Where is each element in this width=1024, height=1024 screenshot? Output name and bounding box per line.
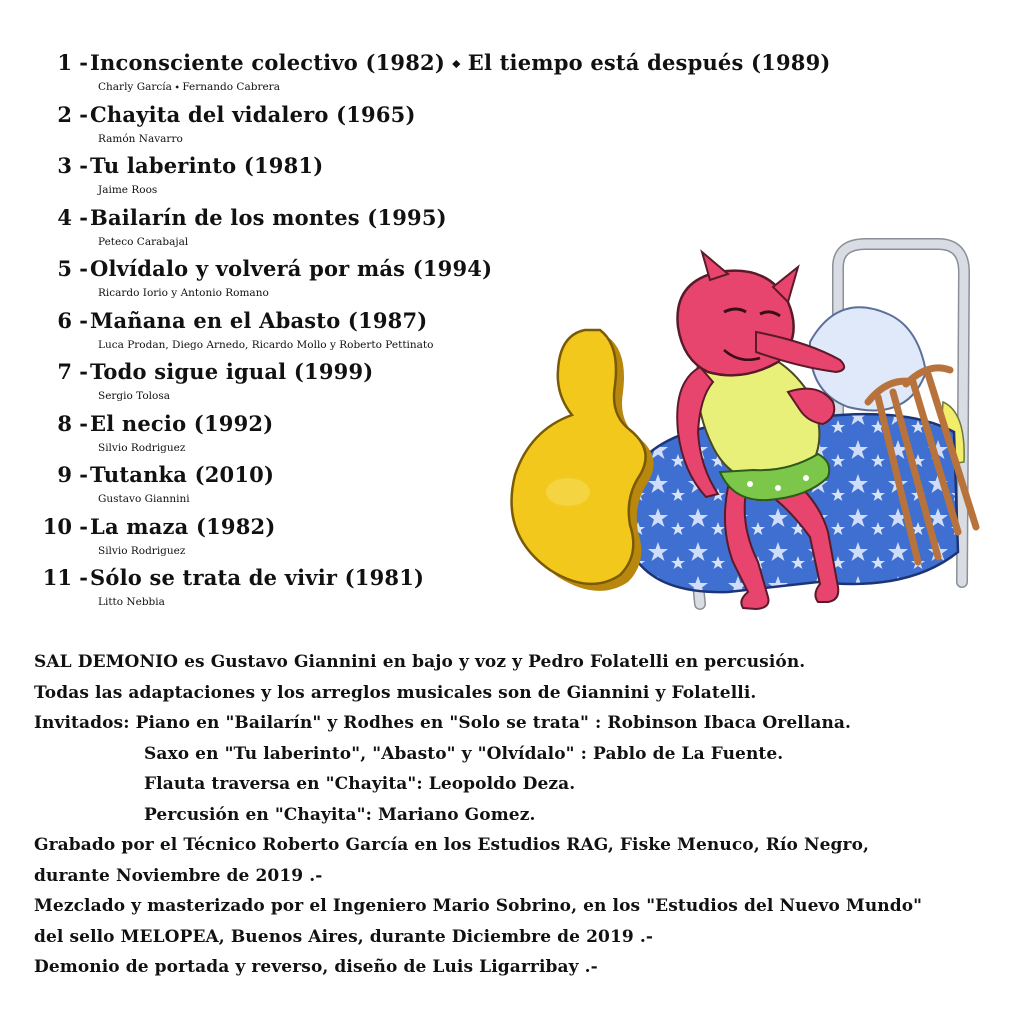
track-number: 9 -	[57, 462, 88, 487]
track-title: El necio (1992)	[90, 410, 274, 436]
track-authors: Silvio Rodriguez	[98, 441, 186, 454]
track-number: 7 -	[57, 359, 88, 384]
track-number: 8 -	[57, 410, 88, 436]
track-authors: Luca Prodan, Diego Arnedo, Ricardo Mollo y Roberto Pettinato	[98, 338, 434, 351]
track-title: Sólo se trata de vivir (1981)	[90, 565, 425, 590]
track-item	[28, 50, 831, 102]
credit-line: SAL DEMONIO es Gustavo Giannini en bajo y voz y Pedro Folatelli en percusión.	[34, 652, 806, 672]
credit-line: Demonio de portada y reverso, diseño de Luis Ligarribay .-	[34, 957, 598, 977]
track-title: La maza (1982)	[90, 513, 276, 539]
track-authors: Charly García ⬩ Fernando Cabrera	[98, 81, 280, 93]
track-authors: Gustavo Giannini	[98, 493, 190, 505]
credit-line: Mezclado y masterizado por el Ingeniero Mario Sobrino, en los "Estudios del Nuevo Mundo"	[34, 896, 923, 916]
track-number: 10 -	[42, 513, 88, 539]
track-item	[28, 102, 788, 154]
track-authors: Litto Nebbia	[98, 596, 165, 608]
track-authors: Jaime Roos	[98, 184, 158, 196]
credit-line: Grabado por el Técnico Roberto García en los Estudios RAG, Fiske Menuco, Río Negro,	[34, 835, 870, 855]
track-number: 6 -	[57, 307, 88, 333]
track-item	[28, 153, 788, 205]
credit-line: Todas las adaptaciones y los arreglos musicales son de Giannini y Folatelli.	[34, 682, 757, 703]
credit-line: Saxo en "Tu laberinto", "Abasto" y "Olvídalo" : Pablo de La Fuente.	[144, 743, 784, 764]
credit-line: Invitados: Piano en "Bailarín" y Rodhes en "Solo se trata" : Robinson Ibaca Orellana.	[34, 713, 852, 733]
track-title: Bailarín de los montes (1995)	[90, 204, 447, 230]
track-authors: Ramón Navarro	[98, 132, 183, 145]
track-authors: Silvio Rodriguez	[98, 544, 186, 557]
track-title: Olvídalo y volverá por más (1994)	[90, 256, 493, 281]
track-number: 3 -	[57, 153, 88, 178]
demon-illustration	[488, 232, 988, 622]
track-number: 1 -	[57, 50, 88, 75]
track-title: Inconsciente colectivo (1982) ⬩ El tiempo está después (1989)	[90, 50, 831, 75]
credit-line: Percusión en "Chayita": Mariano Gomez.	[144, 804, 536, 825]
track-number: 11 -	[42, 565, 88, 590]
track-title: Tutanka (2010)	[90, 462, 275, 487]
track-number: 4 -	[57, 204, 88, 230]
track-authors: Ricardo Iorio y Antonio Romano	[98, 287, 269, 299]
track-authors: Sergio Tolosa	[98, 390, 171, 402]
guitar-case	[512, 330, 654, 591]
track-number: 2 -	[57, 101, 88, 127]
track-title: Chayita del vidalero (1965)	[90, 101, 416, 127]
track-title: Tu laberinto (1981)	[90, 153, 324, 178]
track-number: 5 -	[57, 256, 88, 281]
track-authors: Peteco Carabajal	[98, 235, 189, 248]
credit-line: del sello MELOPEA, Buenos Aires, durante Diciembre de 2019 .-	[34, 926, 653, 947]
credit-line: Flauta traversa en "Chayita": Leopoldo Deza.	[144, 774, 576, 794]
track-title: Todo sigue igual (1999)	[90, 359, 374, 384]
credit-line: durante Noviembre de 2019 .-	[34, 865, 323, 886]
track-title: Mañana en el Abasto (1987)	[90, 307, 428, 333]
